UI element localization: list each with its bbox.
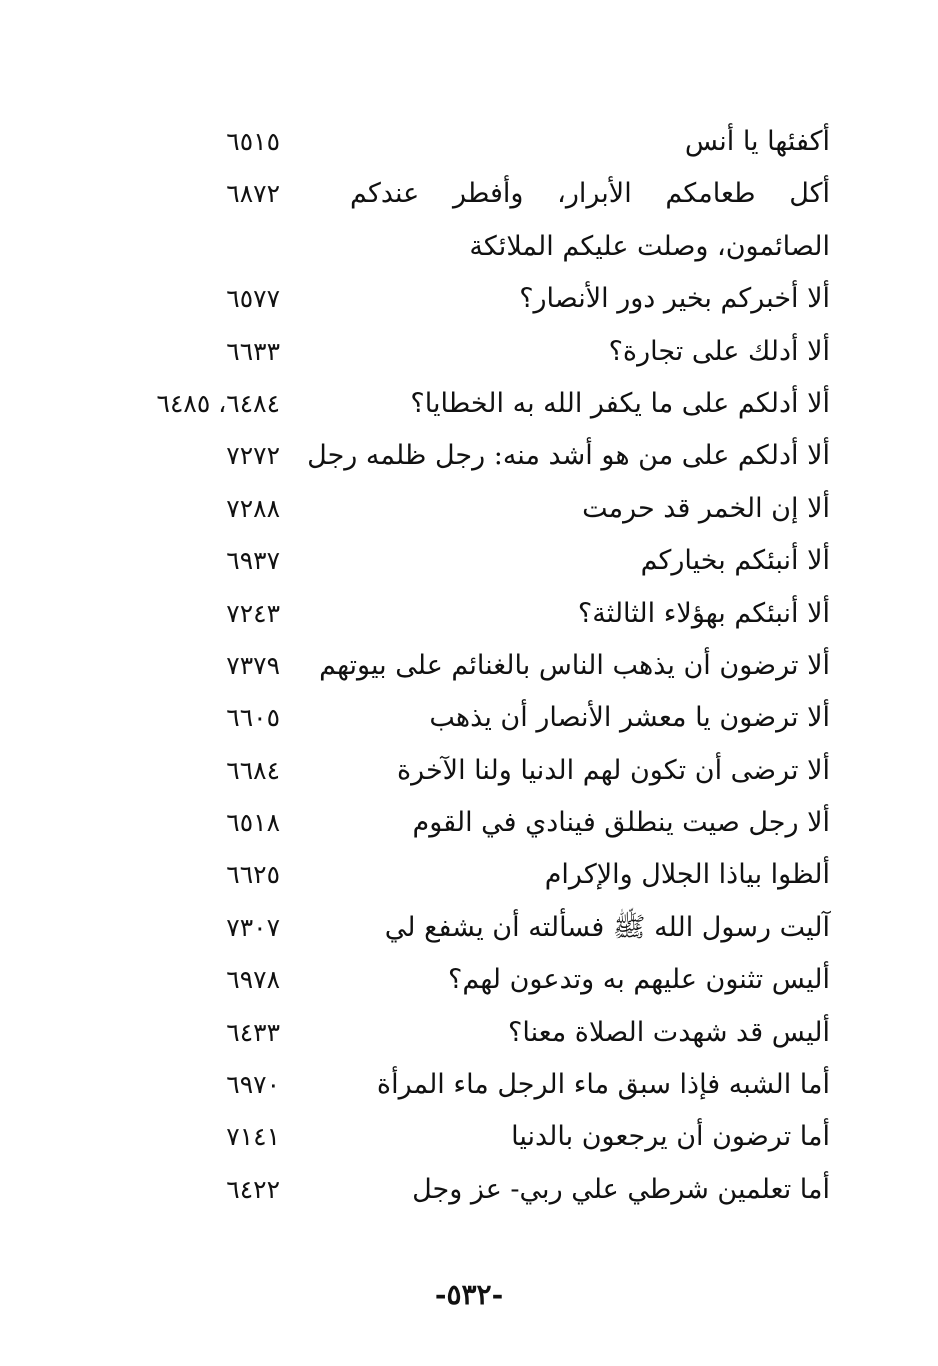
entry-references: ٧٢٤٣ — [226, 598, 280, 628]
entry-references: ٦٤٢٢ — [226, 1174, 280, 1204]
page-number: -٥٣٢- — [434, 1278, 504, 1311]
hadith-index-list — [0, 116, 938, 1216]
entry-references: ٦٨٧٢ — [226, 179, 280, 209]
entry-references: ٦٩٧٨ — [226, 965, 280, 995]
index-entry — [0, 430, 938, 482]
entry-text: ألا أدلكم على ما يكفر الله به الخطايا؟ — [410, 387, 830, 419]
entry-text: أما تعلمين شرطي علي ربي- عز وجل — [412, 1173, 830, 1205]
entry-references: ٧١٤١ — [226, 1122, 280, 1152]
index-entry — [0, 902, 938, 954]
entry-references: ٧٢٨٨ — [226, 493, 280, 523]
entry-text: آليت رسول الله ﷺ فسألته أن يشفع لي — [384, 911, 830, 943]
index-entry — [0, 273, 938, 325]
entry-text: ألا ترضون يا معشر الأنصار أن يذهب — [429, 702, 830, 734]
index-entry — [0, 1007, 938, 1059]
entry-text: أكفئها يا أنس — [684, 126, 830, 157]
entry-references: ٧٣٧٩ — [226, 650, 280, 680]
entry-references: ٦٩٣٧ — [226, 546, 280, 576]
index-entry — [0, 1164, 938, 1216]
index-entry — [0, 168, 938, 273]
index-entry — [0, 954, 938, 1006]
entry-text: أكل طعامكم الأبرار، وأفطر عندكم الصائمون، وصلت عليكم الملائكة — [350, 178, 830, 262]
entry-text: ألا أدلك على تجارة؟ — [608, 335, 830, 367]
entry-text: ألظوا بياذا الجلال والإكرام — [544, 859, 830, 891]
entry-text: أما الشبه فإذا سبق ماء الرجل ماء المرأة — [376, 1069, 830, 1101]
entry-text: ألا ترضون أن يذهب الناس بالغنائم على بيوتهم — [319, 649, 830, 681]
index-entry — [0, 378, 938, 430]
index-entry — [0, 692, 938, 744]
entry-text: ألا أدلكم على من هو أشد منه: رجل ظلمه رجل — [307, 440, 830, 472]
entry-text: أليس قد شهدت الصلاة معنا؟ — [508, 1016, 830, 1048]
index-entry — [0, 483, 938, 535]
entry-references: ٦٥١٨ — [226, 808, 280, 838]
entry-references: ٦٤٣٣ — [226, 1017, 280, 1047]
index-entry — [0, 1111, 938, 1163]
entry-text: أما ترضون أن يرجعون بالدنيا — [511, 1121, 830, 1153]
entry-text: أليس تثنون عليهم به وتدعون لهم؟ — [448, 964, 830, 996]
entry-references: ٧٢٧٢ — [226, 441, 280, 471]
entry-text: ألا رجل صيت ينطلق فينادي في القوم — [412, 807, 830, 839]
index-entry — [0, 745, 938, 797]
entry-references: ٦٦٢٥ — [226, 860, 280, 890]
index-entry — [0, 849, 938, 901]
index-entry — [0, 588, 938, 640]
index-entry — [0, 797, 938, 849]
entry-references: ٧٣٠٧ — [226, 912, 280, 942]
entry-references: ٦٦٠٥ — [226, 703, 280, 733]
index-entry — [0, 326, 938, 378]
entry-references: ٦٥١٥ — [226, 127, 280, 156]
index-entry — [0, 640, 938, 692]
entry-references: ٦٤٨٤، ٦٤٨٥ — [156, 388, 280, 418]
entry-references: ٦٦٣٣ — [226, 336, 280, 366]
entry-references: ٦٦٨٤ — [226, 755, 280, 785]
entry-references: ٦٥٧٧ — [226, 284, 280, 314]
index-entry — [0, 116, 938, 168]
entry-text: ألا أخبركم بخير دور الأنصار؟ — [519, 283, 830, 315]
entry-text: ألا أنبئكم بهؤلاء الثالثة؟ — [577, 597, 830, 629]
entry-text: ألا ترضى أن تكون لهم الدنيا ولنا الآخرة — [396, 754, 830, 786]
entry-references: ٦٩٧٠ — [226, 1070, 280, 1100]
entry-text: ألا إن الخمر قد حرمت — [582, 492, 830, 524]
index-entry — [0, 535, 938, 587]
entry-text: ألا أنبئكم بخياركم — [640, 545, 830, 577]
index-entry — [0, 1059, 938, 1111]
